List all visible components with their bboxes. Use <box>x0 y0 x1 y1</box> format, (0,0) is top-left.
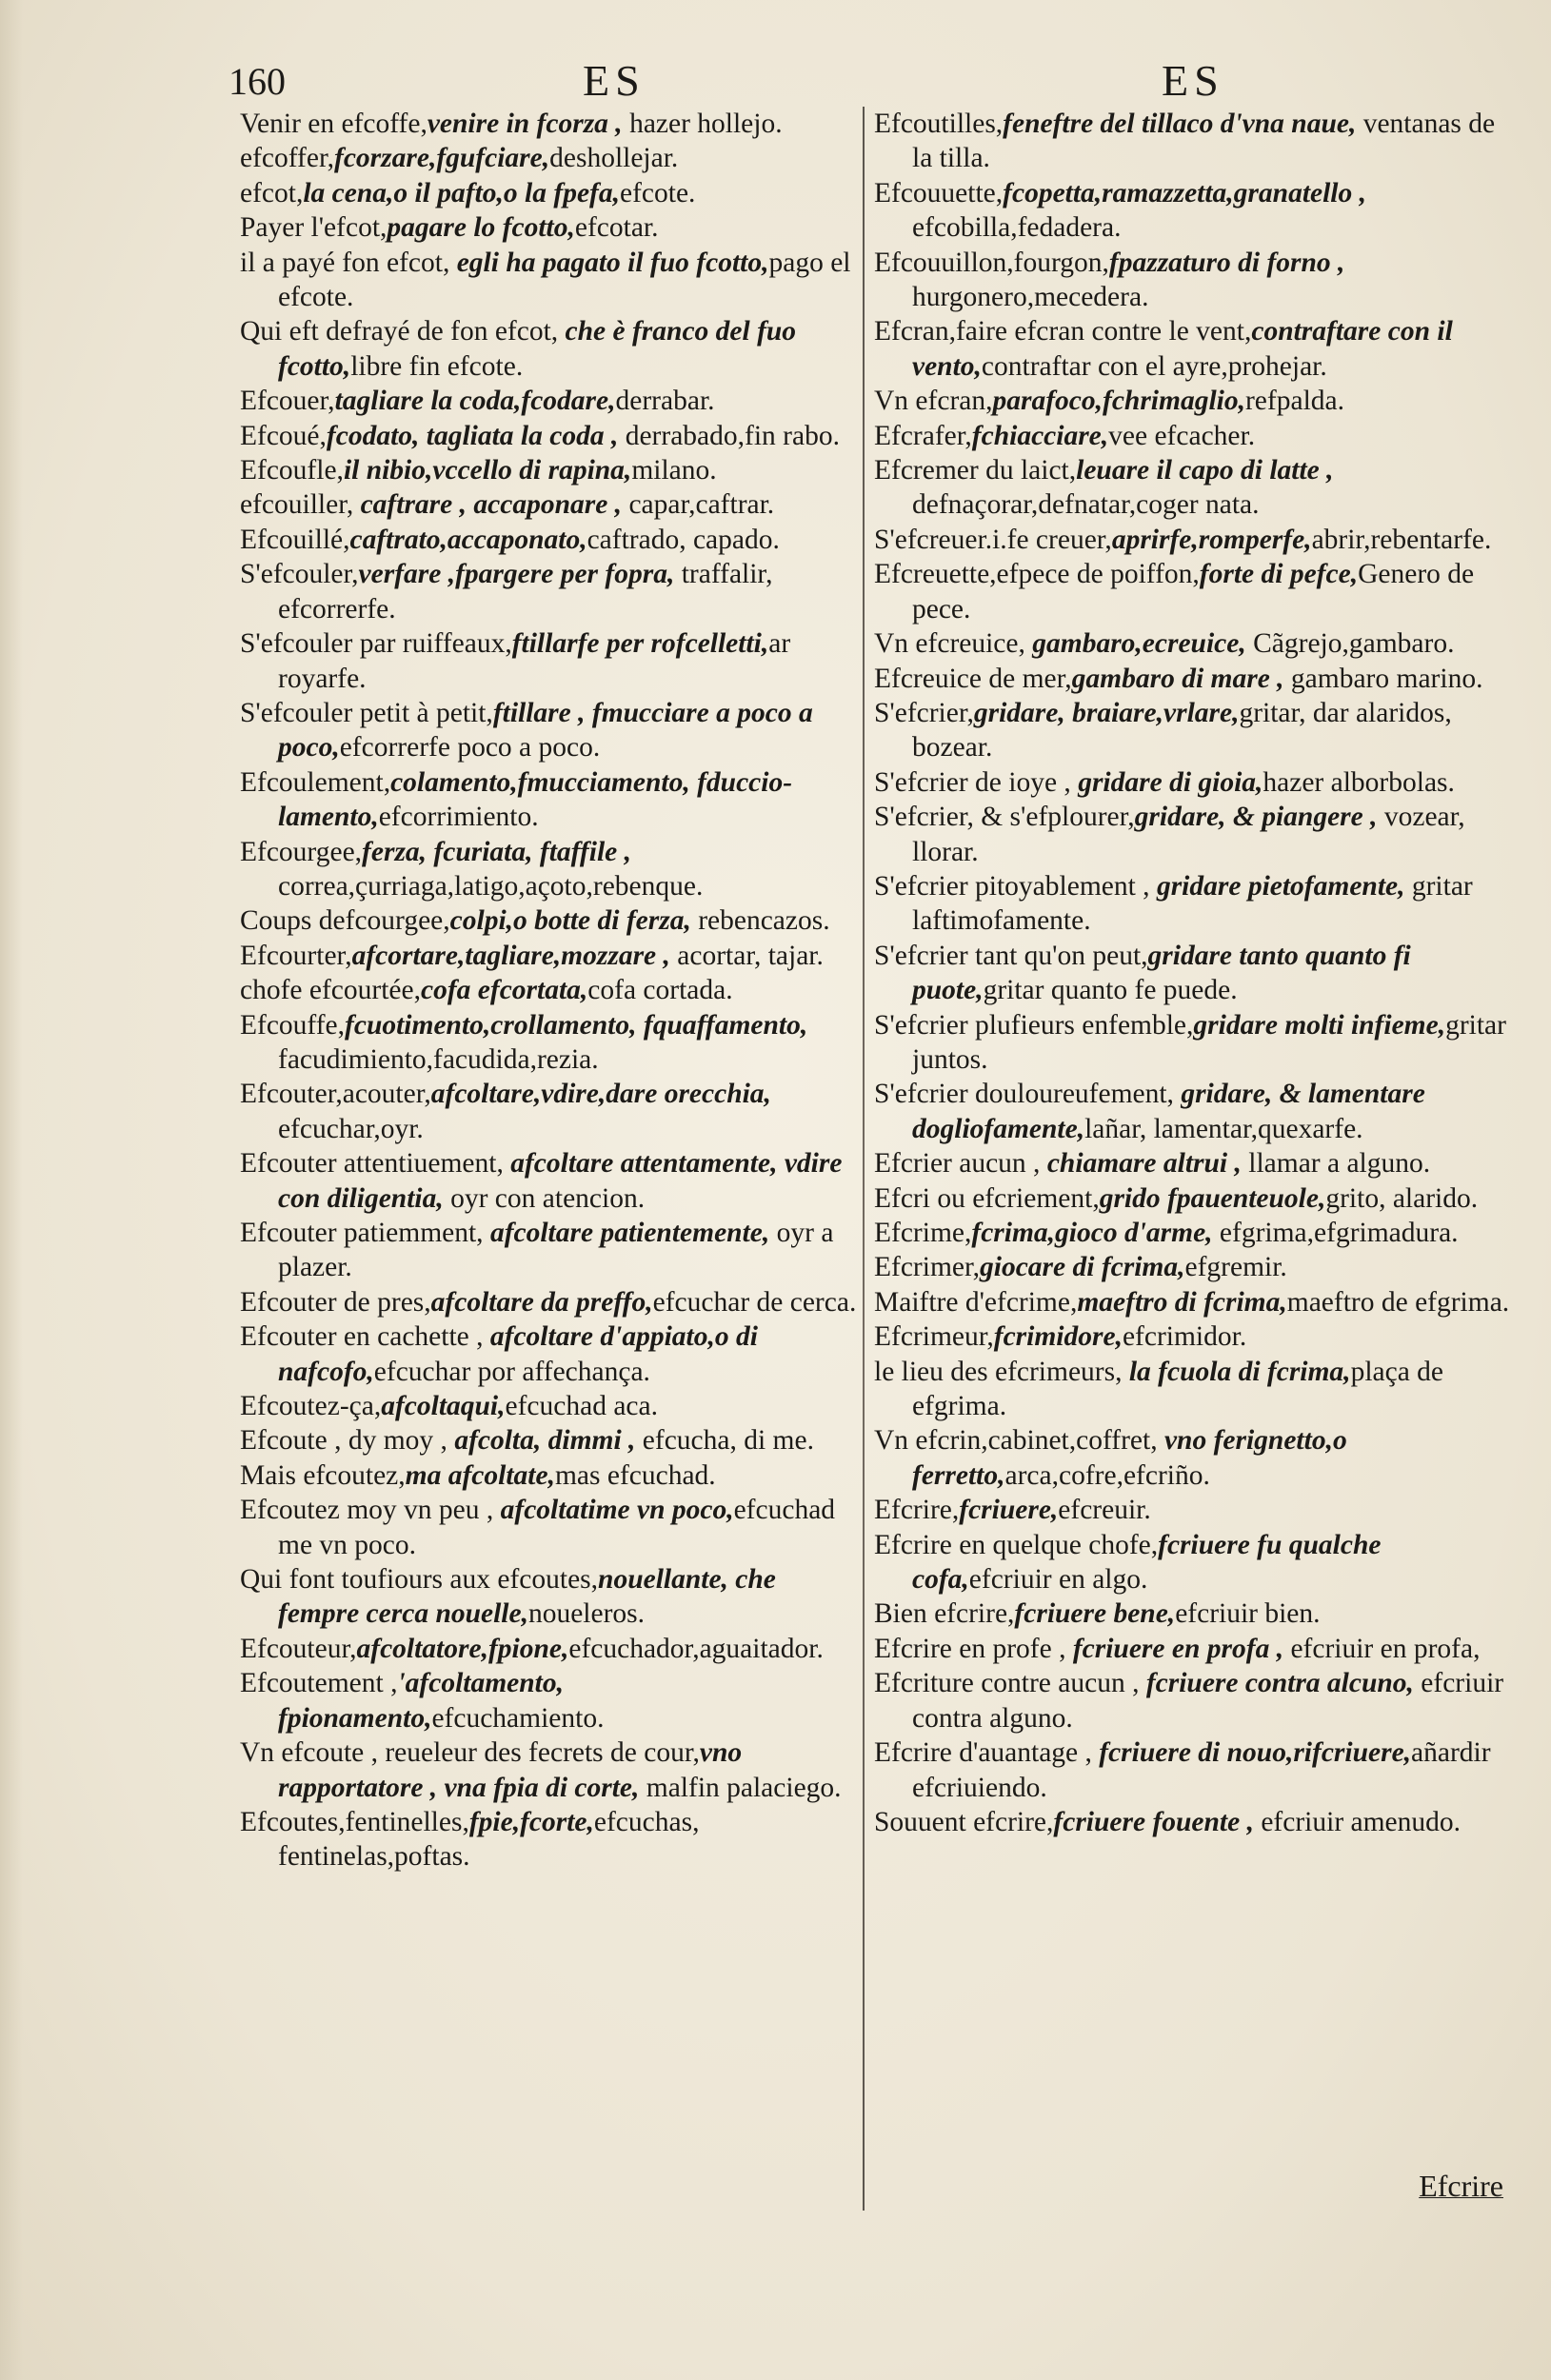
spanish-translation: milano. <box>631 455 717 486</box>
french-term: Efcoutement , <box>240 1668 398 1699</box>
italian-translation: afcoltatime vn poco, <box>500 1495 734 1526</box>
italian-translation: verfare ,fpargere per fopra, <box>358 559 675 590</box>
french-term: S'efcrier, & s'efplourer, <box>874 802 1135 833</box>
french-term: Efcouuette, <box>874 177 1004 208</box>
italian-translation: gridare molti infieme, <box>1193 1009 1446 1041</box>
spanish-translation: Cãgrejo,gambaro. <box>1245 628 1455 660</box>
french-term: Efcrire en quelque chofe, <box>874 1529 1159 1560</box>
french-term: Efcreuette,efpece de poiffon, <box>874 559 1200 590</box>
italian-translation: afcoltare attentamente, vdire con diligentia, <box>278 1148 843 1214</box>
french-term: Efcoulement, <box>240 766 391 798</box>
dictionary-entry <box>240 419 859 453</box>
italian-translation: fcriuere di nouo,rifcriuere, <box>1099 1737 1412 1769</box>
italian-translation: aprirfe,romperfe, <box>1111 524 1312 555</box>
dictionary-entry <box>874 765 1510 800</box>
spanish-translation: lañar, lamentar,quexarfe. <box>1084 1113 1363 1144</box>
italian-translation: ftillare , fmucciare a poco a poco, <box>278 697 813 764</box>
italian-translation: vno ferignetto,o ferretto, <box>912 1425 1347 1491</box>
spanish-translation: ventanas de la tilla. <box>912 109 1496 174</box>
spanish-translation: efgremir. <box>1184 1252 1287 1283</box>
french-term: Payer l'efcot, <box>240 212 388 244</box>
french-term: Efcremer du laict, <box>874 455 1077 486</box>
french-term: S'efcrier tant qu'on peut, <box>874 940 1148 971</box>
italian-translation: vno rapportatore , vna fpia di corte, <box>278 1737 743 1803</box>
french-term: Efcrime, <box>874 1218 972 1248</box>
italian-translation: caftrato,accaponato, <box>349 524 587 555</box>
dictionary-entry <box>874 419 1510 453</box>
dictionary-entry <box>240 1319 859 1389</box>
dictionary-entry <box>240 107 859 141</box>
italian-translation: fcrimidore, <box>993 1321 1123 1353</box>
dictionary-entry <box>240 939 859 973</box>
italian-translation: afcoltare,vdire,dare orecchia, <box>430 1079 771 1110</box>
french-term: Efcouillé, <box>240 524 350 555</box>
dictionary-entry <box>874 662 1510 696</box>
french-term: S'efcrier pitoyablement , <box>874 870 1157 902</box>
dictionary-entry <box>240 696 859 765</box>
dictionary-entry <box>240 453 859 487</box>
spanish-translation: cofa cortada. <box>587 975 733 1006</box>
spanish-translation: ar royarfe. <box>278 628 791 694</box>
french-term: Mais efcoutez, <box>240 1459 406 1491</box>
french-term: Efcouuillon,fourgon, <box>874 247 1109 278</box>
dictionary-entry <box>240 1146 859 1216</box>
italian-translation: tagliare la coda,fcodare, <box>334 386 616 417</box>
italian-translation: gambaro,ecreuice, <box>1032 628 1246 660</box>
spanish-translation: vozear, llorar. <box>912 802 1465 867</box>
dictionary-entry <box>240 1458 859 1493</box>
italian-translation: afcoltaqui, <box>381 1391 506 1422</box>
spanish-translation: pago el efcote. <box>278 247 851 313</box>
dictionary-entry <box>874 246 1510 315</box>
dictionary-entry <box>874 1077 1510 1146</box>
dictionary-entry <box>240 1423 859 1458</box>
italian-translation: venire in fcorza , <box>427 109 623 139</box>
dictionary-entry <box>240 903 859 938</box>
dictionary-entry <box>874 523 1510 557</box>
italian-translation: contraftare con il vento, <box>912 316 1453 382</box>
spanish-translation: efcreuir. <box>1058 1495 1151 1526</box>
spanish-translation: gambaro marino. <box>1283 663 1483 694</box>
french-term: le lieu des efcrimeurs, <box>874 1356 1129 1387</box>
spanish-translation: añardir efcriuiendo. <box>912 1737 1491 1803</box>
dictionary-entry <box>240 210 859 245</box>
italian-translation: giocare di fcrima, <box>980 1252 1185 1283</box>
spanish-translation: Genero de pece. <box>912 559 1475 625</box>
french-term: Efcoutez moy vn peu , <box>240 1495 501 1526</box>
french-term: Qui eft defrayé de fon efcot, <box>240 316 566 347</box>
italian-translation: afcolta, dimmi , <box>454 1425 636 1457</box>
dictionary-entry <box>874 453 1510 523</box>
french-term: Efcoutes,fentinelles, <box>240 1806 469 1837</box>
french-term: Efcouter patiemment, <box>240 1218 490 1248</box>
italian-translation: parafoco,fchrimaglio, <box>992 386 1245 417</box>
italian-translation: fcrima,gioco d'arme, <box>971 1218 1213 1248</box>
page-edge-shadow <box>0 0 23 2380</box>
dictionary-entry <box>874 1216 1510 1250</box>
french-term: Bien efcrire, <box>874 1598 1015 1630</box>
spanish-translation: rebencazos. <box>690 905 830 937</box>
spanish-translation: capar,caftrar. <box>622 489 775 521</box>
italian-translation: fpie,fcorte, <box>468 1806 594 1837</box>
spanish-translation: plaça de efgrima. <box>912 1356 1444 1422</box>
italian-translation: feneftre del tillaco d'vna naue, <box>1003 109 1357 139</box>
french-term: Efcoufle, <box>240 455 344 486</box>
dictionary-entry <box>874 939 1510 1008</box>
french-term: Efcoutez-ça, <box>240 1391 382 1422</box>
spanish-translation: oyr a plazer. <box>278 1218 834 1283</box>
dictionary-entry <box>240 1735 859 1805</box>
spanish-translation: hazer hollejo. <box>622 109 783 139</box>
dictionary-entry <box>240 1008 859 1078</box>
italian-translation: fpazzaturo di forno , <box>1108 247 1345 278</box>
dictionary-entry <box>874 1250 1510 1284</box>
french-term: Vn efcoute , reueleur des fecrets de cour, <box>240 1737 700 1769</box>
spanish-translation: defnaçorar,defnatar,coger nata. <box>912 489 1260 521</box>
spanish-translation: malfin palaciego. <box>639 1772 842 1803</box>
running-head-left: ES <box>583 56 646 105</box>
dictionary-entry <box>874 314 1510 384</box>
french-term: S'efcouler par ruiffeaux, <box>240 628 512 660</box>
italian-translation: afcoltare patientemente, <box>489 1218 770 1248</box>
dictionary-entry <box>874 1666 1510 1735</box>
italian-translation: colpi,o botte di ferza, <box>449 905 691 937</box>
dictionary-entry <box>874 557 1510 626</box>
dictionary-entry <box>240 1666 859 1735</box>
spanish-translation: efcriuir en profa, <box>1283 1633 1481 1664</box>
french-term: Efcran,faire efcran contre le vent, <box>874 316 1252 347</box>
dictionary-entry <box>874 1597 1510 1631</box>
italian-translation: fcriuere, <box>959 1495 1059 1526</box>
dictionary-entry <box>240 523 859 557</box>
dictionary-entry <box>240 246 859 315</box>
italian-translation: ferza, fcuriata, ftaffile , <box>362 836 631 867</box>
spanish-translation: efcuchad aca. <box>505 1391 658 1422</box>
spanish-translation: efcucha, di me. <box>635 1425 814 1457</box>
french-term: Efcourgee, <box>240 836 363 867</box>
spanish-translation: contraftar con el ayre,prohejar. <box>981 350 1327 382</box>
italian-translation: fcorzare,fgufciare, <box>334 143 550 174</box>
spanish-translation: efcuchar,oyr. <box>278 1113 424 1144</box>
spanish-translation: mas efcuchad. <box>554 1459 716 1491</box>
french-term: Qui font toufiours aux efcoutes, <box>240 1564 599 1596</box>
italian-translation: la fcuola di fcrima, <box>1128 1356 1351 1387</box>
spanish-translation: efcriuir en algo. <box>968 1564 1148 1596</box>
spanish-translation: gritar, dar alaridos, bozear. <box>912 697 1452 764</box>
dictionary-entry <box>874 107 1510 176</box>
italian-translation: colamento,fmucciamento, fduccio-lamento, <box>278 766 793 833</box>
spanish-translation: efcote. <box>619 177 696 208</box>
dictionary-entry <box>240 973 859 1007</box>
french-term: Efcouter en cachette , <box>240 1321 490 1353</box>
dictionary-entry <box>240 487 859 522</box>
french-term: Efcouffe, <box>240 1009 346 1041</box>
dictionary-entry <box>240 176 859 210</box>
spanish-translation: efcorrerfe poco a poco. <box>339 732 601 764</box>
spanish-translation: efcotar. <box>574 212 659 244</box>
french-term: Efcouteur, <box>240 1633 357 1664</box>
spanish-translation: facudimiento,facudida,rezia. <box>278 1043 599 1075</box>
italian-translation: fcriuere contra alcuno, <box>1145 1668 1414 1699</box>
dictionary-entry <box>240 835 859 904</box>
italian-translation: gambaro di mare , <box>1071 663 1284 694</box>
italian-translation: fcopetta,ramazzetta,granatello , <box>1003 177 1366 208</box>
dictionary-entry <box>874 626 1510 661</box>
french-term: Efcri ou efcriement, <box>874 1182 1100 1214</box>
dictionary-entry <box>240 1805 859 1874</box>
spanish-translation: efcuchador,aguaitador. <box>568 1633 824 1664</box>
spanish-translation: traffalir, efcorrerfe. <box>278 559 773 625</box>
spanish-translation: gritar laftimofamente. <box>912 870 1473 937</box>
spanish-translation: hazer alborbolas. <box>1263 766 1455 798</box>
dictionary-entry <box>874 176 1510 246</box>
column-divider <box>863 107 865 2211</box>
right-column <box>874 107 1510 1839</box>
french-term: Efcrire en profe , <box>874 1633 1073 1664</box>
italian-translation: gridare, & piangere , <box>1134 802 1378 833</box>
french-term: Efcouter de pres, <box>240 1286 431 1318</box>
spanish-translation: efcuchad me vn poco. <box>278 1495 836 1560</box>
spanish-translation: efcuchas, fentinelas,poftas. <box>278 1806 700 1873</box>
french-term: Efcrimer, <box>874 1252 981 1283</box>
italian-translation: afcoltare da preffo, <box>430 1286 653 1318</box>
dictionary-entry <box>874 1285 1510 1319</box>
italian-translation: afcortare,tagliare,mozzare , <box>351 940 670 971</box>
dictionary-entry <box>874 1146 1510 1180</box>
french-term: Efcriture contre aucun , <box>874 1668 1146 1699</box>
italian-translation: pagare lo fcotto, <box>387 212 575 244</box>
spanish-translation: efcobilla,fedadera. <box>912 212 1122 244</box>
french-term: efcot, <box>240 177 304 208</box>
dictionary-entry <box>874 1735 1510 1805</box>
spanish-translation: gritar juntos. <box>912 1009 1506 1075</box>
french-term: Efcrafer, <box>874 420 972 451</box>
french-term: Maiftre d'efcrime, <box>874 1286 1078 1318</box>
french-term: efcoffer, <box>240 143 334 174</box>
french-term: Efcrire d'auantage , <box>874 1737 1100 1769</box>
spanish-translation: correa,çurriaga,latigo,açoto,rebenque. <box>278 870 704 902</box>
italian-translation: caftrare , accaponare , <box>360 489 623 521</box>
italian-translation: fcriuere fu qualche cofa, <box>912 1529 1382 1596</box>
italian-translation: nouellante, che fempre cerca nouelle, <box>278 1564 776 1630</box>
italian-translation: cofa efcortata, <box>420 975 588 1006</box>
page-number: 160 <box>229 60 286 103</box>
spanish-translation: derrabado,fin rabo. <box>618 420 840 451</box>
spanish-translation: efcrimidor. <box>1122 1321 1247 1353</box>
italian-translation: grido fpauenteuole, <box>1099 1182 1326 1214</box>
french-term: Efcrire, <box>874 1495 960 1526</box>
italian-translation: la cena,o il pafto,o la fpefa, <box>303 177 620 208</box>
spanish-translation: caftrado, capado. <box>587 524 780 555</box>
spanish-translation: grito, alarido. <box>1325 1182 1479 1214</box>
italian-translation: fcriuere fouente , <box>1053 1806 1254 1837</box>
spanish-translation: efcorrimiento. <box>378 802 539 833</box>
dictionary-entry <box>874 1632 1510 1666</box>
french-term: S'efcreuer.i.fe creuer, <box>874 524 1112 555</box>
dictionary-entry <box>874 696 1510 765</box>
dictionary-entry <box>874 384 1510 418</box>
italian-translation: fcriuere en profa , <box>1072 1633 1284 1664</box>
spanish-translation: noueleros. <box>527 1598 646 1630</box>
french-term: S'efcrier plufieurs enfemble, <box>874 1009 1194 1041</box>
italian-translation: gridare di gioia, <box>1078 766 1263 798</box>
french-term: Vn efcreuice, <box>874 628 1033 660</box>
french-term: S'efcrier, <box>874 697 974 728</box>
dictionary-entry <box>874 869 1510 939</box>
italian-translation: gridare pietofamente, <box>1156 870 1405 902</box>
dictionary-entry <box>874 800 1510 869</box>
spanish-translation: llamar a alguno. <box>1241 1148 1431 1180</box>
spanish-translation: oyr con atencion. <box>443 1182 646 1214</box>
spanish-translation: deshollejar. <box>549 143 679 174</box>
dictionary-entry <box>874 1355 1510 1424</box>
italian-translation: che è franco del fuo fcotto, <box>278 316 797 382</box>
italian-translation: egli ha pagato il fuo fcotto, <box>456 247 769 278</box>
french-term: Efcrimeur, <box>874 1321 994 1353</box>
dictionary-entry <box>874 1423 1510 1493</box>
dictionary-entry <box>874 1181 1510 1216</box>
french-term: Efcouer, <box>240 386 335 417</box>
italian-translation: ftillarfe per rofcelletti, <box>511 628 769 660</box>
dictionary-entry <box>874 1528 1510 1597</box>
dictionary-entry <box>240 557 859 626</box>
dictionary-entry <box>240 765 859 835</box>
italian-translation: gridare, braiare,vrlare, <box>973 697 1240 728</box>
dictionary-entry <box>240 1077 859 1146</box>
spanish-translation: acortar, tajar. <box>669 940 824 971</box>
italian-translation: leuare il capo di latte , <box>1076 455 1334 486</box>
french-term: Coups defcourgee, <box>240 905 450 937</box>
french-term: Efcoutilles, <box>874 109 1004 139</box>
french-term: efcouiller, <box>240 489 361 521</box>
spanish-translation: efcuchamiento. <box>431 1702 605 1734</box>
french-term: chofe efcourtée, <box>240 975 421 1006</box>
dictionary-entry <box>874 1805 1510 1839</box>
french-term: Efcouter,acouter, <box>240 1079 431 1110</box>
italian-translation: ma afcoltate, <box>405 1459 555 1491</box>
italian-translation: gridare tanto quanto fi puote, <box>912 940 1411 1006</box>
italian-translation: gridare, & lamentare dogliofamente, <box>912 1079 1425 1144</box>
dictionary-entry <box>240 1493 859 1562</box>
dictionary-entry <box>240 141 859 175</box>
spanish-translation: abrir,rebentarfe. <box>1311 524 1492 555</box>
french-term: S'efcouler, <box>240 559 359 590</box>
french-term: Souuent efcrire, <box>874 1806 1054 1837</box>
italian-translation: afcoltare d'appiato,o di nafcofo, <box>278 1321 758 1387</box>
italian-translation: il nibio,vccello di rapina, <box>343 455 632 486</box>
french-term: S'efcouler petit à petit, <box>240 697 493 728</box>
dictionary-entry <box>240 314 859 384</box>
left-column <box>240 107 859 1874</box>
dictionary-entry <box>874 1493 1510 1527</box>
dictionary-entry <box>240 626 859 696</box>
spanish-translation: efcuchar de cerca. <box>652 1286 857 1318</box>
french-term: Efcoué, <box>240 420 327 451</box>
spanish-translation: gritar quanto fe puede. <box>983 975 1238 1006</box>
french-term: Vn efcran, <box>874 386 993 417</box>
dictionary-entry <box>240 1216 859 1285</box>
french-term: Efcouter attentiuement, <box>240 1148 511 1180</box>
spanish-translation: efcuchar por affechança. <box>373 1356 650 1387</box>
french-term: il a payé fon efcot, <box>240 247 457 278</box>
french-term: Efcourter, <box>240 940 352 971</box>
spanish-translation: vee efcacher. <box>1108 420 1256 451</box>
spanish-translation: efgrima,efgrimadura. <box>1212 1218 1459 1248</box>
italian-translation: 'afcoltamento, fpionamento, <box>278 1668 564 1734</box>
french-term: Efcreuice de mer, <box>874 663 1072 694</box>
spanish-translation: libre fin efcote. <box>350 350 524 382</box>
italian-translation: maeftro di fcrima, <box>1077 1286 1287 1318</box>
dictionary-entry <box>874 1008 1510 1078</box>
italian-translation: fchiacciare, <box>971 420 1109 451</box>
dictionary-entry <box>240 1562 859 1632</box>
french-term: S'efcrier de ioye , <box>874 766 1079 798</box>
italian-translation: fcuotimento,crollamento, fquaffamento, <box>345 1009 808 1041</box>
spanish-translation: refpalda. <box>1244 386 1344 417</box>
spanish-translation: maeftro de efgrima. <box>1286 1286 1510 1318</box>
dictionary-entry <box>240 1389 859 1423</box>
spanish-translation: derrabar. <box>615 386 715 417</box>
italian-translation: fcodato, tagliata la coda , <box>326 420 619 451</box>
italian-translation: chiamare altrui , <box>1046 1148 1242 1180</box>
catchword: Efcrire <box>1419 2169 1503 2203</box>
spanish-translation: efcriuir contra alguno. <box>912 1668 1504 1734</box>
spanish-translation: hurgonero,mecedera. <box>912 282 1149 313</box>
french-term: Efcoute , dy moy , <box>240 1425 455 1457</box>
dictionary-entry <box>240 384 859 418</box>
spanish-translation: arca,cofre,efcriño. <box>1004 1459 1210 1491</box>
french-term: Vn efcrin,cabinet,coffret, <box>874 1425 1164 1457</box>
page-header <box>229 50 1418 107</box>
spanish-translation: efcriuir amenudo. <box>1253 1806 1462 1837</box>
running-head-right: ES <box>1162 56 1224 105</box>
italian-translation: afcoltatore,fpione, <box>356 1633 569 1664</box>
dictionary-entry <box>240 1632 859 1666</box>
french-term: Efcrier aucun , <box>874 1148 1047 1180</box>
spanish-translation: efcriuir bien. <box>1175 1598 1321 1630</box>
dictionary-entry <box>240 1285 859 1319</box>
french-term: S'efcrier douloureufement, <box>874 1079 1182 1110</box>
italian-translation: fcriuere bene, <box>1014 1598 1176 1630</box>
italian-translation: forte di pefce, <box>1199 559 1359 590</box>
french-term: Venir en efcoffe, <box>240 109 428 139</box>
dictionary-entry <box>874 1319 1510 1354</box>
